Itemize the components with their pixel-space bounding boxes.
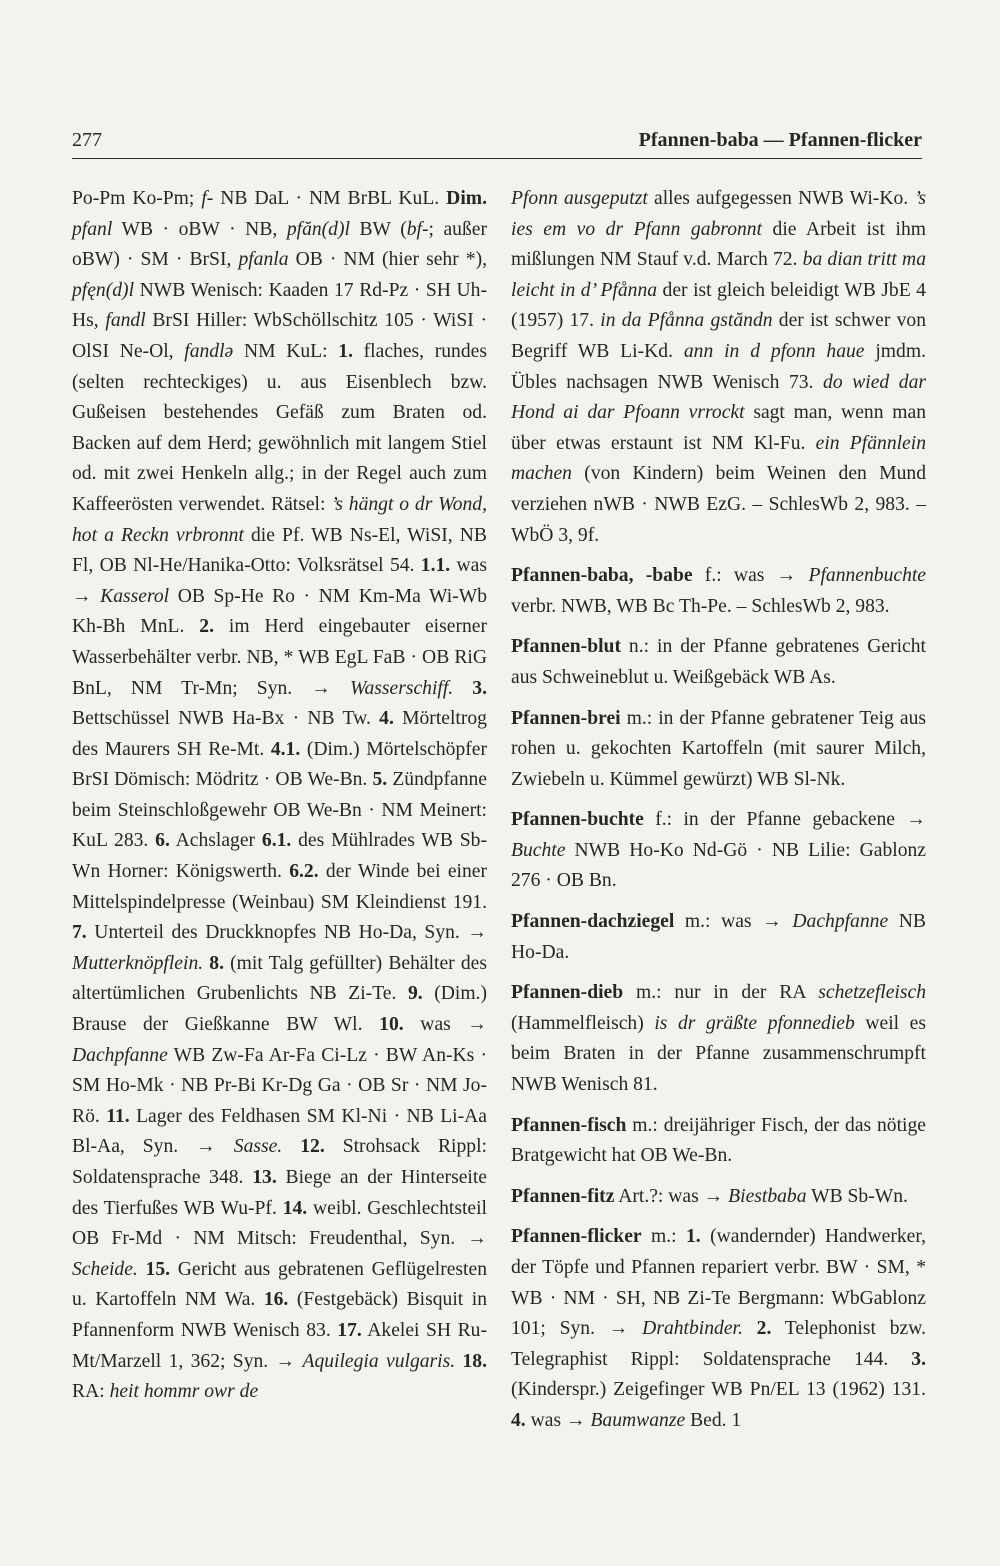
entry-definition: m.: in der Pfanne gebratener Teig aus rohen u. gekochten Kartoffeln (mit saurer Milch, Zwiebeln u. Kümmel gewürzt) WB Sl-Nk. <box>511 707 926 790</box>
page-number: 277 <box>72 129 102 151</box>
entry-definition: m.: 1. (wandernder) Handwerker, der Töpfe und Pfannen repariert verbr. BW · SM, * WB · NM · SH, NB Zi-Te Bergmann: WbGablonz 101; Syn. → Drahtbinder. 2. Telephonist bzw. Telegraphist Rippl: Soldatensprache 144. 3. (Kinderspr.) Zeigefinger WB Pn/EL 13 (1962) 131. 4. was → Baumwanze Bed. 1 <box>511 1226 926 1431</box>
entry-definition: m.: dreijähriger Fisch, der das nötige Bratgewicht hat OB We-Bn. <box>511 1114 926 1167</box>
entry-headword: Pfannen-baba, -babe <box>511 565 693 587</box>
dictionary-entry <box>511 907 926 968</box>
entry-headword: Pfannen-fitz <box>511 1185 615 1207</box>
entry-continuation-pfanne: Po-Pm Ko-Pm; f- NB DaL · NM BrBL KuL. Dim. pfanl WB · oBW · NB, pfăn(d)l BW (bf-; außer oBW) · SM · BrSI, pfanla OB · NM (hier sehr *), pfęn(d)l NWB Wenisch: Kaaden 17 Rd-Pz · SH Uh-Hs, fandl BrSI Hiller: WbSchöllschitz 105 · WiSI · OlSI Ne-Ol, fandlə NM KuL: 1. flaches, rundes (selten rechteckiges) u. aus Eisenblech bzw. Gußeisen bestehendes Gefäß zum Braten od. Backen auf dem Herd; gewöhnlich mit langem Stiel od. mit zwei Henkeln allg.; in der Regel auch zum Kaffeerösten verwendet. Rätsel: ’s hängt o dr Wond, hot a Reckn vrbronnt die Pf. WB Ns-El, WiSI, NB Fl, OB Nl-He/Hanika-Otto: Volksrätsel 54. 1.1. was → Kasserol OB Sp-He Ro · NM Km-Ma Wi-Wb Kh-Bh MnL. 2. im Herd eingebauter eiserner Wasserbehälter verbr. NB, * WB EgL FaB · OB RiG BnL, NM Tr-Mn; Syn. → Wasserschiff. 3. Bettschüssel NWB Ha-Bx · NB Tw. 4. Mörteltrog des Maurers SH Re-Mt. 4.1. (Dim.) Mörtelschöpfer BrSI Dömisch: Mödritz · OB We-Bn. 5. Zündpfanne beim Steinschloßgewehr OB We-Bn · NM Meinert: KuL 283. 6. Achslager 6.1. des Mühlrades WB Sb-Wn Horner: Königswerth. 6.2. der Winde bei einer Mittelspindelpresse (Weinbau) SM Kleindienst 191. 7. Unterteil des Druckknopfes NB Ho-Da, Syn. → Mutterknöpflein. 8. (mit Talg gefüllter) Behälter des altertümlichen Grubenlichts NB Zi-Te. 9. (Dim.) Brause der Gießkanne BW Wl. 10. was → Dachpfanne WB Zw-Fa Ar-Fa Ci-Lz · BW An-Ks · SM Ho-Mk · NB Pr-Bi Kr-Dg Ga · OB Sr · NM Jo-Rö. 11. Lager des Feldhasen SM Kl-Ni · NB Li-Aa Bl-Aa, Syn. → Sasse. 12. Strohsack Rippl: Soldatensprache 348. 13. Biege an der Hinterseite des Tierfußes WB Wu-Pf. 14. weibl. Geschlechtsteil OB Fr-Md · NM Mitsch: Freudenthal, Syn. → Scheide. 15. Gericht aus gebratenen Geflügelresten u. Kartoffeln NM Wa. 16. (Festgebäck) Bisquit in Pfannenform NWB Wenisch 83. 17. Akelei SH Ru-Mt/Marzell 1, 362; Syn. → Aquilegia vulgaris. 18. RA: heit hommr owr de <box>72 188 488 1403</box>
entry-definition: m.: was → Dachpfanne NB Ho-Da. <box>511 911 926 963</box>
entry-headword: Pfannen-blut <box>511 636 621 658</box>
dictionary-entry <box>511 805 926 897</box>
dictionary-entry <box>511 978 926 1100</box>
entry-headword: Pfannen-flicker <box>511 1226 642 1248</box>
entry-definition: n.: in der Pfanne gebratenes Gericht aus Schweineblut u. Weißgebäck WB As. <box>511 636 926 688</box>
entry-list <box>511 561 926 1436</box>
left-column <box>72 184 487 1408</box>
entry-headword: Pfannen-buchte <box>511 809 644 831</box>
dictionary-entry <box>511 632 926 693</box>
dictionary-entry <box>511 561 926 622</box>
entry-definition: Art.?: was → Biestbaba WB Sb-Wn. <box>614 1185 908 1207</box>
header-divider <box>72 158 922 159</box>
entry-headword: Pfannen-fisch <box>511 1114 627 1136</box>
entry-headword: Pfannen-dachziegel <box>511 911 675 933</box>
entry-definition: m.: nur in der RA schetzefleisch (Hammelfleisch) is dr gräßte pfonnedieb weil es beim Braten in der Pfanne zusammenschrumpft NWB Wenisch 81. <box>511 982 926 1096</box>
dictionary-entry <box>511 1222 926 1436</box>
dictionary-entry <box>511 1182 926 1213</box>
entry-headword: Pfannen-brei <box>511 707 621 729</box>
entry-headword: Pfannen-dieb <box>511 982 624 1004</box>
entry-continuation-text: Pfonn ausgeputzt alles aufgegessen NWB Wi-Ko. ’s ies em vo dr Pfann gabronnt die Arbeit ist ihm mißlungen NM Stauf v.d. March 72. ba dian tritt ma leicht in d’ Pfånna der ist gleich beleidigt WB JbE 4 (1957) 17. in da Pfånna gstăndn der ist schwer von Begriff WB Li-Kd. ann in d pfonn haue jmdm. Übles nachsagen NWB Wenisch 73. do wied dar Hond ai dar Pfoann vrrockt sagt man, wenn man über etwas erstaunt ist NM Kl-Fu. ein Pfännlein machen (von Kindern) beim Weinen den Mund verziehen nWB · NWB EzG. – SchlesWb 2, 983. – WbÖ 3, 9f. <box>511 188 927 546</box>
dictionary-entry <box>511 704 926 796</box>
right-column <box>511 184 926 1437</box>
running-head-title: Pfannen-baba — Pfannen-flicker <box>638 129 922 151</box>
entry-definition: f.: was → Pfannenbuchte verbr. NWB, WB Bc Th-Pe. – SchlesWb 2, 983. <box>511 565 927 617</box>
entry-definition: f.: in der Pfanne gebackene → Buchte NWB Ho-Ko Nd-Gö · NB Lilie: Gablonz 276 · OB Bn. <box>511 809 926 892</box>
dictionary-entry <box>511 1111 926 1172</box>
